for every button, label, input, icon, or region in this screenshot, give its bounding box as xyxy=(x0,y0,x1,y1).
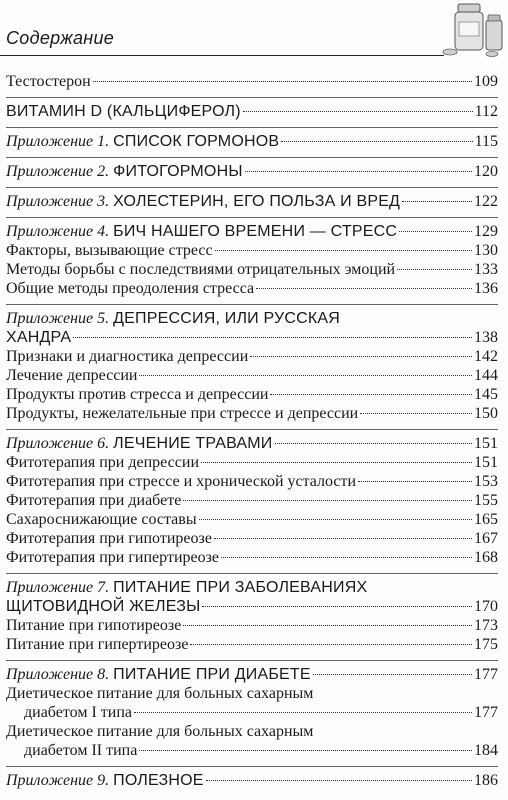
toc-entry-phyto-stress[interactable]: Фитотерапия при стрессе и хронической усталости 153 xyxy=(6,473,498,490)
page-number: 120 xyxy=(474,163,498,180)
toc-entry-anti-stress-foods[interactable]: Продукты против стресса и депрессии 145 xyxy=(6,386,498,403)
page-number: 173 xyxy=(474,617,498,634)
page-number: 130 xyxy=(474,242,498,259)
page-number: 142 xyxy=(474,348,498,365)
toc-entry-stress-factors[interactable]: Факторы, вызывающие стресс 130 xyxy=(6,242,498,259)
appendix-label: Приложение 4. xyxy=(6,223,110,240)
appendix-label: Приложение 1. xyxy=(6,133,110,150)
toc-entry-appendix-5[interactable]: Приложение 5. ДЕПРЕССИЯ, ИЛИ РУССКАЯ ХАНДРА 138 xyxy=(6,304,498,347)
page-number: 165 xyxy=(474,511,498,528)
page-number: 144 xyxy=(474,367,498,384)
toc-entry-phyto-hyperthyroid[interactable]: Фитотерапия при гипертиреозе 168 xyxy=(6,549,498,566)
appendix-label: Приложение 3. xyxy=(6,193,110,210)
toc-entry-appendix-1[interactable]: Приложение 1. СПИСОК ГОРМОНОВ 115 xyxy=(6,127,498,151)
page-number: 177 xyxy=(474,666,498,683)
toc-entry-phyto-hypothyroid[interactable]: Фитотерапия при гипотиреозе 167 xyxy=(6,530,498,547)
toc-entry-appendix-9[interactable]: Приложение 9. ПОЛЕЗНОЕ 186 xyxy=(6,766,498,790)
page-number: 151 xyxy=(474,435,498,452)
table-of-contents xyxy=(6,72,498,790)
page-number: 138 xyxy=(474,329,498,346)
medicine-bottles-icon xyxy=(440,2,508,58)
page-number: 153 xyxy=(474,473,498,490)
toc-entry-vitamin-d[interactable]: ВИТАМИН D (КАЛЬЦИФЕРОЛ) 112 xyxy=(6,97,498,121)
toc-entry-appendix-2[interactable]: Приложение 2. ФИТОГОРМОНЫ 120 xyxy=(6,157,498,181)
toc-entry-food-hyperthyroid[interactable]: Питание при гипертиреозе 175 xyxy=(6,636,498,653)
appendix-label: Приложение 7. xyxy=(6,579,110,596)
toc-entry-food-hypothyroid[interactable]: Питание при гипотиреозе 173 xyxy=(6,617,498,634)
page-header xyxy=(0,0,508,60)
page-number: 129 xyxy=(474,223,498,240)
appendix-label: Приложение 9. xyxy=(6,772,110,789)
appendix-label: Приложение 6. xyxy=(6,435,110,452)
toc-entry-appendix-8[interactable]: Приложение 8. ПИТАНИЕ ПРИ ДИАБЕТЕ 177 xyxy=(6,660,498,684)
toc-entry-phyto-depression[interactable]: Фитотерапия при депрессии 151 xyxy=(6,454,498,471)
page-number: 167 xyxy=(474,530,498,547)
appendix-label: Приложение 5. xyxy=(6,310,110,327)
page-number: 168 xyxy=(474,549,498,566)
toc-entry-appendix-3[interactable]: Приложение 3. ХОЛЕСТЕРИН, ЕГО ПОЛЬЗА И ВРЕД 122 xyxy=(6,187,498,211)
page-number: 177 xyxy=(474,704,498,721)
page-number: 115 xyxy=(474,133,498,150)
toc-entry-appendix-4[interactable]: Приложение 4. БИЧ НАШЕГО ВРЕМЕНИ — СТРЕСС 129 xyxy=(6,217,498,241)
toc-entry-stress-methods[interactable]: Общие методы преодоления стресса 136 xyxy=(6,280,498,297)
toc-entry-appendix-6[interactable]: Приложение 6. ЛЕЧЕНИЕ ТРАВАМИ 151 xyxy=(6,429,498,453)
toc-entry-diet-type-2[interactable]: Диетическое питание для больных сахарным диабетом II типа 184 xyxy=(6,723,498,759)
header-rule xyxy=(0,55,444,56)
toc-entry-diet-type-1[interactable]: Диетическое питание для больных сахарным диабетом I типа 177 xyxy=(6,685,498,721)
page-number: 136 xyxy=(474,280,498,297)
page-number: 112 xyxy=(474,103,498,120)
toc-entry-testosterone[interactable]: Тестостерон 109 xyxy=(6,73,498,90)
page-number: 155 xyxy=(474,492,498,509)
page-number: 145 xyxy=(474,386,498,403)
page-number: 170 xyxy=(474,598,498,615)
toc-entry-phyto-diabetes[interactable]: Фитотерапия при диабете 155 xyxy=(6,492,498,509)
toc-entry-depression-treatment[interactable]: Лечение депрессии 144 xyxy=(6,367,498,384)
page-number: 150 xyxy=(474,405,498,422)
page-number: 175 xyxy=(474,636,498,653)
page-number: 184 xyxy=(474,742,498,759)
toc-entry-depression-signs[interactable]: Признаки и диагностика депрессии 142 xyxy=(6,348,498,365)
page-number: 186 xyxy=(474,772,498,789)
appendix-label: Приложение 8. xyxy=(6,666,110,683)
appendix-label: Приложение 2. xyxy=(6,163,110,180)
page-number: 109 xyxy=(474,73,498,90)
page-number: 122 xyxy=(474,193,498,210)
page-title: Содержание xyxy=(6,28,115,48)
toc-entry-appendix-7[interactable]: Приложение 7. ПИТАНИЕ ПРИ ЗАБОЛЕВАНИЯХ ЩИТОВИДНОЙ ЖЕЛЕЗЫ 170 xyxy=(6,573,498,616)
toc-entry-undesirable-foods[interactable]: Продукты, нежелательные при стрессе и депрессии 150 xyxy=(6,405,498,422)
page-number: 151 xyxy=(474,454,498,471)
toc-entry-sugar-lowering[interactable]: Сахароснижающие составы 165 xyxy=(6,511,498,528)
toc-entry-negative-emotions[interactable]: Методы борьбы с последствиями отрицательных эмоций 133 xyxy=(6,261,498,278)
page-number: 133 xyxy=(474,261,498,278)
